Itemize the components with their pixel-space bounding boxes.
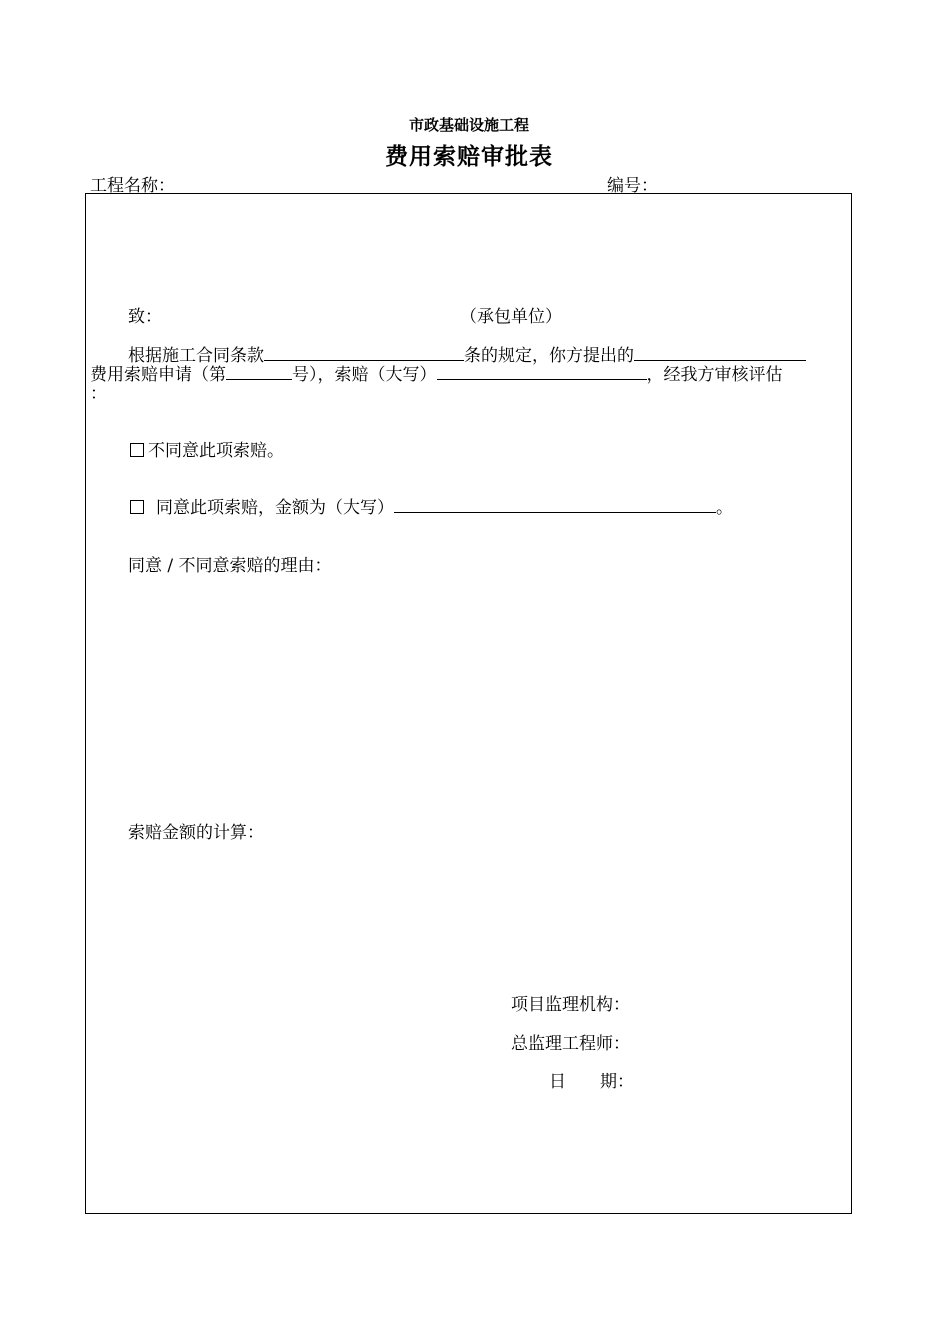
agree-checkbox[interactable] <box>130 500 144 514</box>
disagree-text: 不同意此项索赔。 <box>148 441 284 461</box>
review-text: ，经我方审核评估 <box>646 365 783 385</box>
contractor-label: （承包单位） <box>460 307 562 327</box>
disagree-checkbox[interactable] <box>130 443 144 457</box>
agree-end: 。 <box>716 498 733 518</box>
agreed-amount-blank[interactable] <box>394 495 716 513</box>
clause-text-2: 条的规定，你方提出的 <box>464 346 634 366</box>
claim-amount-text: 号），索赔（大写） <box>292 365 437 385</box>
paragraph-line-3: ： <box>90 384 107 404</box>
reason-label: 同意 / 不同意索赔的理由： <box>128 556 332 576</box>
claim-application-text: 费用索赔申请（第 <box>90 365 226 385</box>
form-subtitle: 市政基础设施工程 <box>408 116 529 134</box>
claim-source-blank[interactable] <box>634 343 806 361</box>
option-agree <box>130 493 733 518</box>
form-title: 费用索赔审批表 <box>385 143 553 170</box>
agree-text: 同意此项索赔，金额为（大写） <box>156 498 394 518</box>
option-disagree <box>130 436 284 461</box>
to-label: 致： <box>128 307 162 327</box>
clause-number-blank[interactable] <box>264 343 464 361</box>
paragraph-line-2 <box>90 360 783 385</box>
supervision-org-label: 项目监理机构： <box>511 995 630 1015</box>
serial-no-label: 编号： <box>607 176 658 196</box>
application-number-blank[interactable] <box>226 362 292 380</box>
claim-amount-blank[interactable] <box>437 362 647 380</box>
project-name-label: 工程名称： <box>90 176 175 196</box>
chief-engineer-label: 总监理工程师： <box>511 1034 630 1054</box>
clause-text: 根据施工合同条款 <box>128 346 264 366</box>
date-label: 日 期： <box>549 1072 634 1092</box>
calc-label: 索赔金额的计算： <box>128 823 264 843</box>
